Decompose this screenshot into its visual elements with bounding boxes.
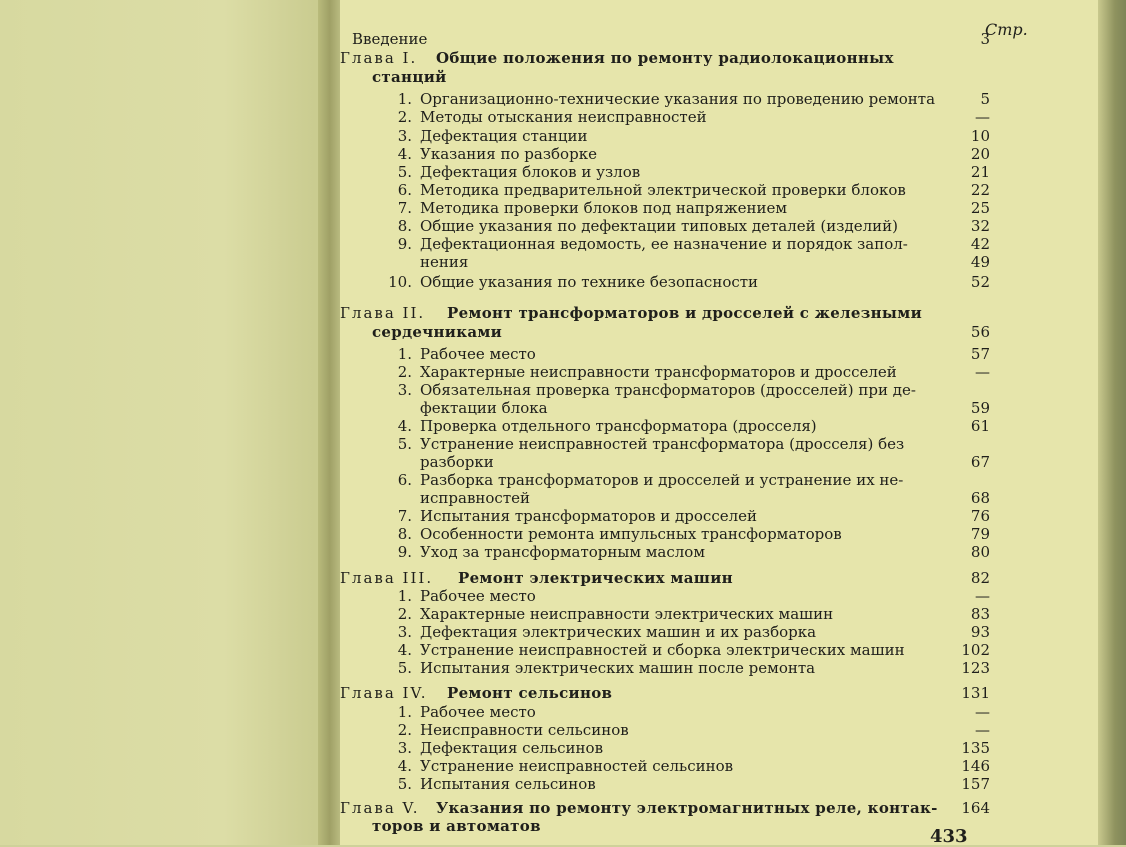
item-number: 2. <box>397 721 412 739</box>
entry-title: Общие указания по дефектации типовых деталей (изделий) <box>420 217 898 235</box>
item-number: 5. <box>397 435 412 453</box>
entry-page-number: 83 <box>970 605 990 623</box>
entry-page-number: 5 <box>980 90 990 108</box>
entry-page-number: 135 <box>961 739 990 757</box>
chapter-label: Глава II. <box>340 304 426 322</box>
item-number: 2. <box>397 363 412 381</box>
entry-title: Ремонт электрических машин <box>458 569 733 587</box>
entry-page-number: 32 <box>970 217 990 235</box>
item-number: 2. <box>397 108 412 126</box>
item-number: 7. <box>397 507 412 525</box>
item-number: 2. <box>397 605 412 623</box>
entry-page-number: 79 <box>970 525 990 543</box>
entry-page-number: — <box>975 108 990 126</box>
chapter-label: Глава IV. <box>340 684 428 702</box>
entry-title: Методика предварительной электрической проверки блоков <box>420 181 906 199</box>
entry-page-number: 76 <box>970 507 990 525</box>
item-number: 4. <box>397 641 412 659</box>
entry-page-number: 131 <box>961 684 990 702</box>
entry-title: Неисправности сельсинов <box>420 721 629 739</box>
entry-title: Рабочее место <box>420 587 536 605</box>
entry-title: сердечниками <box>372 323 503 341</box>
item-number: 1. <box>397 587 412 605</box>
item-number: 5. <box>397 775 412 793</box>
entry-title: Проверка отдельного трансформатора (дросселя) <box>420 417 817 435</box>
entry-title: Дефектация станции <box>420 127 588 145</box>
entry-page-number: 21 <box>970 163 990 181</box>
entry-page-number: 123 <box>961 659 990 677</box>
entry-page-number: 57 <box>970 345 990 363</box>
entry-title: Рабочее место <box>420 345 536 363</box>
entry-page-number: 157 <box>961 775 990 793</box>
item-number: 1. <box>397 90 412 108</box>
entry-page-number: 3 <box>980 30 990 48</box>
entry-title: Устранение неисправностей сельсинов <box>420 757 734 775</box>
entry-title: Характерные неисправности трансформаторов и дросселей <box>420 363 897 381</box>
entry-title: Обязательная проверка трансформаторов (дросселей) при де- <box>420 381 916 399</box>
item-number: 3. <box>397 739 412 757</box>
chapter-label: Глава I. <box>340 49 418 67</box>
entry-title: Общие указания по технике безопасности <box>420 273 759 291</box>
item-number: 1. <box>397 703 412 721</box>
entry-page-number: — <box>975 363 990 381</box>
entry-page-number: 146 <box>961 757 990 775</box>
item-number: 4. <box>397 757 412 775</box>
entry-page-number: 10 <box>970 127 990 145</box>
entry-title: станций <box>372 68 447 86</box>
entry-title: Устранение неисправностей трансформатора (дросселя) без <box>420 435 905 453</box>
entry-page-number: 49 <box>970 253 990 271</box>
entry-page-number: 67 <box>970 453 990 471</box>
page-number: 433 <box>930 826 968 847</box>
entry-title: Указания по разборке <box>420 145 597 163</box>
entry-title: Дефектационная ведомость, ее назначение и порядок запол- <box>420 235 908 253</box>
entry-title: разборки <box>420 453 494 471</box>
entry-page-number: 25 <box>970 199 990 217</box>
entry-title: Методы отыскания неисправностей <box>420 108 707 126</box>
item-number: 8. <box>397 217 412 235</box>
entry-page-number: 52 <box>970 273 990 291</box>
entry-page-number: 56 <box>970 323 990 341</box>
chapter-label: Глава III. <box>340 569 434 587</box>
entry-page-number: 82 <box>970 569 990 587</box>
entry-title: Дефектация сельсинов <box>420 739 604 757</box>
item-number: 8. <box>397 525 412 543</box>
entry-page-number: 22 <box>970 181 990 199</box>
page-column-header: Стр. <box>985 20 1028 39</box>
entry-title: Общие положения по ремонту радиолокационных <box>436 49 894 67</box>
item-number: 9. <box>397 543 412 561</box>
item-number: 6. <box>397 181 412 199</box>
entry-page-number: 80 <box>970 543 990 561</box>
item-number: 3. <box>397 623 412 641</box>
entry-page-number: — <box>975 703 990 721</box>
item-number: 3. <box>397 127 412 145</box>
entry-page-number: 102 <box>961 641 990 659</box>
entry-title: Испытания трансформаторов и дросселей <box>420 507 758 525</box>
item-number: 1. <box>397 345 412 363</box>
entry-title: Испытания электрических машин после ремонта <box>420 659 816 677</box>
item-number: 6. <box>397 471 412 489</box>
entry-title: фектации блока <box>420 399 548 417</box>
entry-title: нения <box>420 253 469 271</box>
entry-title: Ремонт трансформаторов и дросселей с железными <box>447 304 922 322</box>
entry-title: исправностей <box>420 489 530 507</box>
entry-page-number: — <box>975 587 990 605</box>
entry-title: Разборка трансформаторов и дросселей и устранение их не- <box>420 471 904 489</box>
entry-title: Особенности ремонта импульсных трансформаторов <box>420 525 842 543</box>
entry-page-number: 59 <box>970 399 990 417</box>
entry-title: Устранение неисправностей и сборка электрических машин <box>420 641 905 659</box>
entry-page-number: 68 <box>970 489 990 507</box>
entry-title: торов и автоматов <box>372 817 541 835</box>
entry-title: Испытания сельсинов <box>420 775 596 793</box>
item-number: 5. <box>397 163 412 181</box>
entry-title: Рабочее место <box>420 703 536 721</box>
entry-title: Введение <box>352 30 428 48</box>
entry-page-number: 61 <box>970 417 990 435</box>
item-number: 4. <box>397 417 412 435</box>
entry-title: Дефектация блоков и узлов <box>420 163 641 181</box>
item-number: 10. <box>388 273 412 291</box>
entry-title: Методика проверки блоков под напряжением <box>420 199 788 217</box>
entry-title: Организационно-технические указания по проведению ремонта <box>420 90 936 108</box>
item-number: 3. <box>397 381 412 399</box>
entry-page-number: 93 <box>970 623 990 641</box>
chapter-label: Глава V. <box>340 799 420 817</box>
entry-page-number: 42 <box>970 235 990 253</box>
entry-page-number: 164 <box>961 799 990 817</box>
entry-title: Указания по ремонту электромагнитных реле, контак- <box>436 799 938 817</box>
entry-page-number: 20 <box>970 145 990 163</box>
entry-title: Уход за трансформаторным маслом <box>420 543 705 561</box>
entry-title: Характерные неисправности электрических машин <box>420 605 834 623</box>
item-number: 7. <box>397 199 412 217</box>
item-number: 4. <box>397 145 412 163</box>
entry-page-number: — <box>975 721 990 739</box>
item-number: 5. <box>397 659 412 677</box>
entry-title: Ремонт сельсинов <box>447 684 613 702</box>
item-number: 9. <box>397 235 412 253</box>
entry-title: Дефектация электрических машин и их разборка <box>420 623 817 641</box>
